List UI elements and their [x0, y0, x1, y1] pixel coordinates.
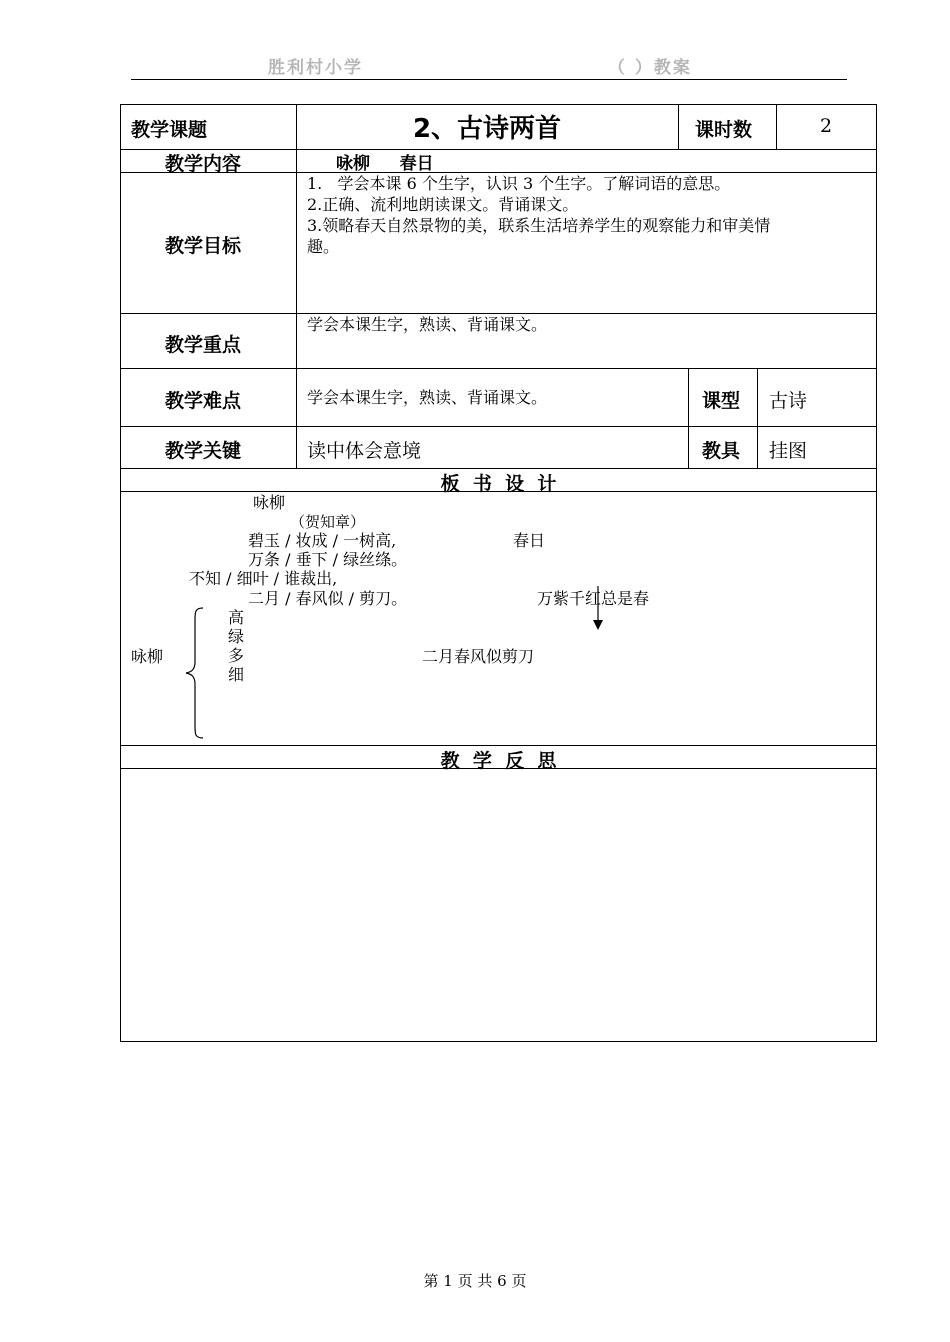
- board-line-3: 不知 / 细叶 / 谁裁出,: [189, 569, 338, 588]
- goal-3: 3.领略春天自然景物的美，联系生活培养学生的观察能力和审美情: [307, 216, 771, 235]
- lesson-topic: 2、古诗两首: [412, 114, 562, 144]
- type-label: 课型: [702, 390, 741, 412]
- board-line-1: 碧玉 / 妆成 / 一树高,: [248, 531, 397, 550]
- board-design-heading: 板 书 设 计: [440, 473, 557, 495]
- board-word-3: 多: [228, 646, 245, 665]
- goal-3-cont: 趣。: [307, 237, 340, 256]
- key-label: 教学关键: [165, 440, 242, 462]
- reflection-heading: 教 学 反 思: [440, 750, 557, 772]
- board-poem2-title: 春日: [513, 531, 546, 550]
- board-poem2-line: 万紫千红总是春: [537, 589, 650, 608]
- header-doc-type: （ ）教案: [608, 58, 692, 78]
- board-word-1: 高: [228, 608, 245, 627]
- focus-value: 学会本课生字，熟读、背诵课文。: [307, 315, 548, 334]
- board-line-4: 二月 / 春风似 / 剪刀。: [248, 589, 408, 608]
- page-number: 第 1 页 共 6 页: [423, 1272, 527, 1290]
- board-left-label: 咏柳: [131, 647, 164, 666]
- curly-brace-icon: [183, 606, 207, 740]
- board-word-2: 绿: [228, 627, 245, 646]
- header-school: 胜利村小学: [268, 58, 363, 78]
- board-author: （贺知章）: [290, 513, 366, 531]
- periods-value: 2: [819, 115, 833, 137]
- board-poem-title: 咏柳: [253, 493, 286, 512]
- periods-label: 课时数: [695, 119, 753, 141]
- goal-1: 1. 学会本课 6 个生字，认识 3 个生字。了解词语的意思。: [307, 174, 731, 193]
- tools-label: 教具: [702, 440, 741, 462]
- reflection-area: [121, 769, 876, 1041]
- type-value: 古诗: [769, 390, 808, 412]
- difficulty-label: 教学难点: [165, 390, 242, 412]
- difficulty-value: 学会本课生字，熟读、背诵课文。: [307, 388, 548, 407]
- goals-label: 教学目标: [165, 235, 242, 257]
- tools-value: 挂图: [769, 440, 808, 462]
- focus-label: 教学重点: [165, 334, 242, 356]
- key-value: 读中体会意境: [307, 440, 422, 462]
- content-value: 咏柳 春日: [336, 154, 434, 174]
- board-line-2: 万条 / 垂下 / 绿丝绦。: [248, 550, 408, 569]
- content-label: 教学内容: [165, 153, 242, 175]
- arrow-down-icon: [588, 584, 608, 632]
- header-rule: [131, 79, 847, 80]
- board-summary: 二月春风似剪刀: [422, 647, 535, 666]
- board-word-4: 细: [228, 665, 245, 684]
- goal-2: 2.正确、流利地朗读课文。背诵课文。: [307, 195, 579, 214]
- topic-label: 教学课题: [131, 119, 208, 141]
